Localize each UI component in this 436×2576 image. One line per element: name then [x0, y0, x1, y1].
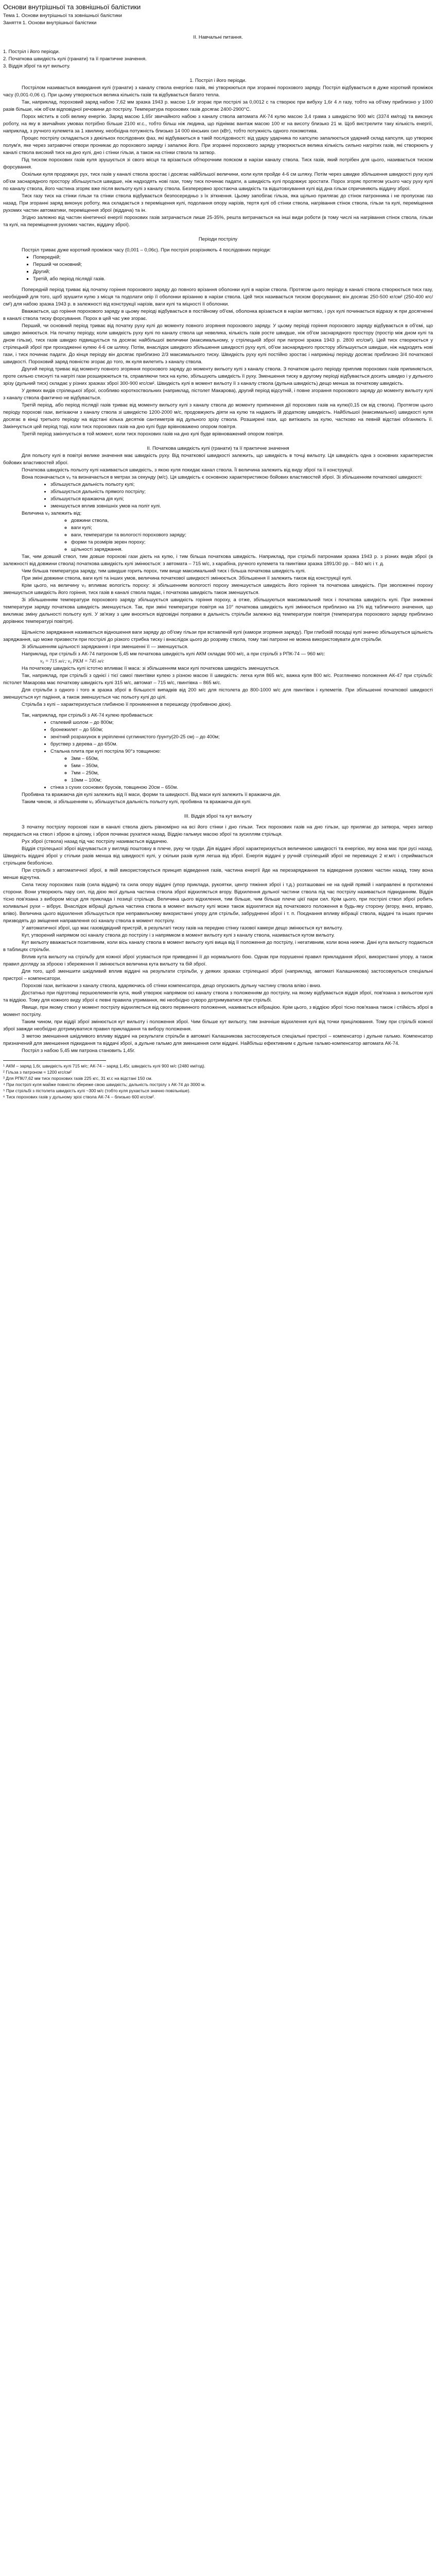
q2-paragraph: Зі збільшенням щільності заряджання і при зменшенні її — зменшується.: [22, 644, 188, 650]
example-formula: [3, 658, 433, 665]
list-item: ◦ 5мм – 350м,: [71, 762, 433, 770]
q1-paragraph: Процес пострілу складається з декількох послідовних фаз, які відбуваються в такій послідовності: від удару ударника по капсулю запалюється ударний склад капсуля, що утворює полум'я, яке через затравочні отвори проникає до порохового заряду і запалює його. При згоранні порохового заряду утворюється велика кількість сильно нагрітих газів, які створюють у каналі ствола високий тиск на дно кулі, дно і стінки гільзи, а також на стінки ствола та затвор.: [3, 135, 433, 156]
q3-paragraph: Явище, при якому ствол у момент пострілу відхиляється від свого первинного положення, називається вібрацією. Крім цього, з віддією зброї тісно пов'язана також і стійкість зброї в момент пострілу.: [3, 1005, 433, 1018]
periods-paragraph: Третій період закінчується в той момент, коли тиск порохових газів на дно кулі буде врівноважений опором повітря.: [22, 431, 284, 437]
list-item: • збільшується дальність прямого пострілу;: [50, 488, 433, 496]
footnote: ⁴ При пострілі куля майже повністю збереже свою швидкість; дальність пострілу з АК-74 до 3000 м.: [3, 1082, 206, 1087]
list-item: ▪ Попередній;: [33, 254, 433, 261]
list-item: • бронежилет – до 550м;: [50, 726, 433, 734]
list-item: ▪ Третій, або період післядії газів.: [33, 276, 433, 283]
list-item: ◦ 7мм – 250м,: [71, 770, 433, 777]
lesson-line: Заняття 1. Основи внутрішньої балістики: [3, 20, 97, 26]
q2-paragraph: Стрільба з кулі – характеризується глибиною її проникнення в перешкоду (пробивною дією).: [22, 702, 232, 707]
q2-paragraph: На початкову швидкість кулі істотно впливає її маса: зі збільшенням маси кулі початкова швидкість зменшується.: [22, 666, 280, 671]
q1-paragraph: Так, наприклад, пороховий заряд набою 7,62 мм зразка 1943 р. масою 1,6г згорає при пострілі за 0,0012 с та створює при вибуху 1,6г 4 л газу, тобто на об'єму приблизно у 1000 разів більше, ніж об'єм відповідної речовини до пострілу. Температура порохових газів досягає 2400-2900°С.: [3, 99, 433, 112]
q3-paragraph: Порохові гази, витікаючи з каналу ствола, вдаряючись об стінки компенсатора, дещо опускають дульну частину ствола вліво і вниз.: [22, 983, 322, 989]
list-item: • стінка з сухих соснових брусків, товщиною 20см – 650м.: [50, 784, 433, 791]
q2-paragraph: Таким чином, зі збільшенням v₀ збільшується дальність польоту кулі, пробивна та вражаюча дія кулі.: [22, 799, 252, 805]
q3-paragraph: При стрільбі з автоматичної зброї, в якій використовується принцип відведення газів, частина енергії йде на перезаряджання та відведення рухомих частин назад, тому вона менше відчутна.: [3, 868, 433, 880]
q3-heading: III. Віддія зброї та кут вильоту: [184, 814, 252, 819]
q2-paragraph: Вона позначається v₀ та визначається в метрах за секунду (м/с). Ця швидкість є основною характеристикою бойових властивостей зброї. Зі збільшенням початкової швидкості:: [22, 474, 423, 480]
footnote: ³ Для РПК/7,62 мм тиск порохових газів 225 кгс, 31 кг.с на відстані 150 см.: [3, 1076, 153, 1081]
velocity-formula: v₀ = 715 м/с; v₀ РКМ = 745 м/с: [40, 659, 104, 664]
toc-item-2: 2. Початкова швидкість кулі (гранати) та її практичне значення.: [3, 56, 147, 62]
q1-paragraph: Пострілом називається викидання кулі (гранати) з каналу ствола енергією газів, які утворюються при згоранні порохового заряду. Постріл відбувається в дуже короткий проміжок часу (0,001-0,06 с). При цьому утворюється велика кількість газів та відбувається багато тепла.: [3, 85, 433, 98]
list-item: ◦ 3мм – 650м,: [71, 755, 433, 762]
toc-item-1: 1. Постріл і його періоди.: [3, 49, 60, 55]
list-item: ◦ 10мм – 100м;: [71, 777, 433, 784]
q3-paragraph: Рух зброї (ствола) назад під час пострілу називається віддачею.: [22, 839, 168, 844]
q2-paragraph: Крім цього, на величину v₀ впливає вологість пороху: зі збільшенням вологості пороху зменшується швидкість його горіння та початкова швидкість. При зволоженні пороху зменшується швидкість його горіння, тиск газів в каналі ствола падає, і початкова швидкість також зменшується.: [3, 583, 433, 596]
brick-list: [3, 784, 433, 791]
q1-paragraph: Під тиском порохових газів куля зрушується зі свого місця та врізається обтюрочним пояском в нарізи каналу ствола. Тиск газів, який потрібен для цього, називається тиском форсування.: [3, 157, 433, 170]
q1-paragraph: Тиск газу тиск на стінки гільзи та стінки ствола відбувається безпосередньо з їх зіткнення. Цьому запобігає гільза, яка щільно прилягає до стінок патронника і не пропускає газ назад. При згоранні заряд виконує роботу, яка складається з переміщення кулі, подолання опору нарізів, тертя кулі об стінки ствола, нагрівання стінок ствола, гільзи та кулі, переміщення рухомих частин автоматики, переміщення зброї (віддача) та ін.: [3, 193, 433, 213]
q2-paragraph: Початкова швидкість польоту кулі називається швидкість, з якою куля покидає канал ствола. Її величина залежить від виду зброї та її конструкції.: [22, 467, 354, 473]
pierce-list: [3, 719, 433, 755]
q1-paragraph: Згідно залежно від частин кінетичної енергії порохових газів затрачається лише 25-35%, решта витрачається на інші види роботи (в тому числі на нагрівання стінок ствола, гільзи та кулі, на переміщення рухомих частин, віддачу зброї).: [3, 215, 433, 228]
list-item: • збільшується вражаюча дія кулі;: [50, 496, 433, 503]
q3-paragraph: Кут вильоту вважається позитивним, коли вісь каналу ствола в момент вильоту кулі вища від її положення до пострілу, і негативним, коли вона нижче. Дані кута вильоту подаються в таблицях стрільби.: [3, 940, 433, 953]
periods-paragraph: Третій період, або період післядії газів триває від моменту вильоту кулі з каналу ствола до моменту припинення дії порохових газів на кулю(0,15 см від ствола). Протягом цього періоду порохові гази, витікаючи з каналу ствола зі швидкістю 1200-2000 м/с, продовжують діяти на кулю та надають їй додаткову швидкість. Найбільшої (максимальної) швидкості куля досягає в кінці третього періоду на відстані кілька десятків сантиметрів від дульного зрізу ствола. Розширені гази, що витікають за кулю, частково на певній відстані обганяють її. Закінчується цей період тоді, коли тиск порохових газів на дно кулі буде врівноважено опором повітря.: [3, 402, 433, 430]
q1-heading: 1. Постріл і його періоди.: [189, 78, 247, 83]
periods-paragraph: Другий період триває від моменту повного згоряння порохового заряду до моменту вильоту кулі з каналу ствола. З початком цього періоду приплив порохових газів припиняється, проте сильно стиснуті та нагріті гази розширюються та, справляючи тиск на кулю, збільшують швидкість її руху. Зменшення тиску в другому періоді відбувається досить швидко і у дульного зрізу (дульний тиск) складає у різних зразках зброї 300-900 кгс/см². Швидкість кулі в момент вильоту її з каналу ствола (дульна швидкість) дещо менша за початкову швидкість.: [3, 366, 433, 386]
list-item: ▪ Другий;: [33, 268, 433, 276]
periods-paragraph: Вважається, що горіння порохового заряду в цьому періоді відбувається в постійному об'ємі, оболонка врізається в нарізи миттєво, і рух кулі починається відразу ж при досягненні в каналі ствола тиску форсування. Порох в цей час уже згорає.: [3, 309, 433, 321]
q3-paragraph: У автоматичної зброї, що має газовідвідний пристрій, в результаті тиску газів на передню стінку газової камери дещо змінюється кут вильоту.: [22, 925, 343, 931]
list-item: ◦ ваги кулі;: [71, 524, 433, 532]
list-item: • зменшується вплив зовнішніх умов на політ кулі.: [50, 503, 433, 510]
q3-paragraph: Вплив кута вильоту на стрільбу для кожної зброї усувається при приведенні її до нормального бою. Однак при порушенні правил прикладання зброї, використанні упору, а також правил догляду за зброєю і збереження її змінюється величина кута вильоту та бій зброї.: [3, 954, 433, 967]
footnote: ² Гільза з патроном ≈ 1200 кгс/см²: [3, 1070, 72, 1075]
q2-paragraph: Так, наприклад, при стрільбі з АК-74 кулею пробивається:: [22, 713, 153, 718]
q3-paragraph: Достатньо при підготовці першоелементів кута, який утворює напрямом осі каналу ствола з положенням до пострілу, на якому відбувається віддія зброї, пов'язана з вильотом кулі та віддією. Тому для кожного виду зброї є певні правила утримання, які необхідно суворо дотримуватися при стрільбі.: [3, 990, 433, 1003]
toc-heading: II. Навчальні питання.: [193, 35, 243, 40]
depends-list: [3, 517, 433, 553]
periods-paragraph: У деяких видів стрілецької зброї, особливо короткоствольних (наприклад, пістолет Макарова), другий період відсутній, і повне згорання порохового заряду до моменту вильоту кулі з каналу ствола фактично не відбувається.: [3, 388, 433, 401]
q1-paragraph: Оскільки куля продовжує рух, тиск газів у каналі ствола зростає і досягає найбільшої величини, коли куля пройде 4-6 см шляху. Потім через швидке збільшення швидкості руху кулі об'єм заснарядного простору збільшується швидше, ніж надходять нові гази, тому тиск починає падати, а швидкість кулі продовжує зростати. Порох згоряє протягом усього часу руху кулі по каналу ствола, його частина згоряє вже після вильоту кулі з каналу ствола. Безперервно зростаюча швидкість та відштовхування кулі від дна гільзи спричиняють віддачу зброї.: [3, 172, 433, 192]
toc-item-3: 3. Віддія зброї та кут вильоту.: [3, 63, 71, 69]
q2-paragraph: Щільністю заряджання називається відношення ваги заряду до об'єму гільзи при вставленій кулі (камори згоряння заряду). При глибокій посадці кулі значно збільшується щільність заряджання, що може призвести при пострілі до різкого стрибка тиску і внаслідок цього до розриву ствола, тому такі патрони не можна використовувати для стрільби.: [3, 630, 433, 642]
q2-paragraph: Зі збільшенням температури порохового заряду збільшується швидкість горіння пороху, а отже, збільшуються максимальний тиск і початкова швидкість кулі. При зниженні температури заряду початкова швидкість зменшується. Так, при зміні температури повітря на 10° початкова швидкість кулі змінюється приблизно на 1% від табличного значення, що викликає зміну дальності польоту кулі. У зв'язку з цим вносяться відповідні поправки в дальність стрільби залежно від температури повітря (температура порохового заряду приблизно дорівнює температурі повітря).: [3, 597, 433, 624]
list-item: ▪ Перший чи основний;: [33, 261, 433, 268]
q2-paragraph: При зміні довжини ствола, ваги кулі та інших умов, величина початкової швидкості змінюється. Збільшення її залежить також від конструкції кулі.: [22, 575, 352, 581]
periods-paragraph: Попередній період триває від початку горіння порохового заряду до повного врізання оболонки кулі в нарізи ствола. Протягом цього періоду в каналі ствола створюється тиск газу, необхідний для того, щоб зрушити кулю з місця та подолати опір її оболонки врізанню в нарізи ствола. Цей тиск називається тиском форсування; він досягає 250-500 кг/см² (250-400 кгс/см²) для набою зразка 1943 р. в залежності від конструкції нарізів, ваги кулі та міцності її оболонки.: [3, 287, 433, 307]
q3-paragraph: Сила тиску порохових газів (сила віддачі) та сила опору віддачі (упор приклада, рукоятки, центр тяжіння зброї і т.д.) розташовані не на одній прямій і направлені в протилежні сторони. Вони утворюють пару сил, під дією якої дульна частина ствола зброї відхиляється вгору. Відхилення дульної частини ствола під час пострілу називається підкиданням. Віддія тісно пов'язана з вибором місця для приклада і позиції стрільця. Величина цього відхилення, тим більше, чим більше плече цієї пари сил. Крім цього, при пострілі ствол зброї робить коливальні рухи – вібрує. Внаслідок вібрації дульна частина ствола в момент вильоту кулі може також відхилятися від початкового положення в будь-яку сторону (вгору, вниз, вправо, вліво). Величина цього відхилення збільшується при неправильному використанні упору для стрільби, забрудненні зброї і т. п. Поєднання впливу вібрації ствола, віддачі та інших причин призводять до зміщення направлення осі каналу ствола в момент пострілу.: [3, 882, 433, 924]
periods-list: [3, 254, 433, 283]
q3-paragraph: З метою зменшення шкідливого впливу віддачі на результати стрільби в автоматі Калашникова застосовуються спеціальні пристрої – компенсатор і дульне гальмо. Компенсатор призначений для зменшення підкидання та віддачі зброї, а дульне гальмо для зменшення сили віддачі. Найбільш ефективним є дульне гальмо-компенсатор автомата АК-74.: [3, 1033, 433, 1046]
q2-paragraph: Наприклад, при стрільбі з АК-74 патроном 5,45 мм початкова швидкість кулі АКМ складає 900 м/с, а при стрільбі з РПК-74 — 960 м/с:: [22, 651, 325, 657]
effects-list: [3, 481, 433, 510]
list-item: • збільшується дальність польоту кулі;: [50, 481, 433, 488]
list-item: ◦ ваги, температури та вологості порохового заряду;: [71, 532, 433, 539]
q2-paragraph: Так, чим довший ствол, тим довше порохові гази діють на кулю, і тим більша початкова швидкість. Наприклад, при стрільбі патронами зразка 1943 р. з різних видів зброї (в залежності від довжини ствола) початкова швидкість кулі змінюється: з автомата – 715 м/с, з карабіна, ручного кулемета та гвинтівки зразка 1891/30 рр. – 840 м/с і т. д.: [3, 554, 433, 567]
document: [0, 0, 436, 1112]
q3-paragraph: Таким чином, при віддії зброї змінюється кут вильоту і положення зброї. Чим більше кут вильоту, тим значніше відхилення кулі від точки прицілювання. Тому при стрільбі кожної зброї завжди необхідно дотримуватися правил прикладання та вибору положення.: [3, 1019, 433, 1032]
list-item: ◦ форми та розмірів зерен пороху;: [71, 539, 433, 546]
list-item: ◦ довжини ствола,: [71, 517, 433, 524]
periods-intro: Постріл триває дуже короткий проміжок часу (0,001 – 0,06с). При пострілі розрізняють 4 послідовних періоди:: [22, 247, 271, 253]
plates-list: [3, 755, 433, 784]
footnote: ⁵ При стрільбі з пістолета швидкість кулі ~300 м/с (тобто куля рухається значно повільніше).: [3, 1088, 191, 1093]
q3-paragraph: Віддія стрілецької зброї відчувається у вигляді поштовху в плече, руку чи груди. Дія віддачі зброї характеризується величиною швидкості та енергією, яку вона має при русі назад. Швидкість віддачі зброї у стільки разів менша від швидкості кулі, у скільки разів куля легша від зброї. Енергія віддачі у ручній стрілецькій зброї не перевищує 2 кг.м/с і сприймається стрільцем безболісно.: [3, 846, 433, 866]
q3-paragraph: Постріл з набою 5,45 мм патрона становить 1,45г.: [22, 1048, 135, 1054]
q3-paragraph: З початку пострілу порохові гази в каналі ствола діють рівномірно на всі його стінки і дно гільзи. Тиск порохових газів на дно гільзи, що прилягає до затвора, через затвор передається на ствол і зброю в цілому, і зброя починає рухатися назад. Віддію гальмує масою зброї та зусиллям стрільця.: [3, 824, 433, 837]
list-item: • Стальна плита при куті постріла 90°з товщиною:: [50, 748, 433, 755]
footnote: ¹ АКМ – заряд 1,6г, швидкість кулі 715 м/с; АК-74 – заряд 1,45г, швидкість кулі 900 м/с (2480 км/год).: [3, 1063, 206, 1069]
footnote-divider: [3, 1060, 106, 1061]
periods-heading: Періоди пострілу: [198, 236, 238, 242]
q2-paragraph: Так, наприклад, при стрільбі з однієї і тієї самої гвинтівки кулею з різною масою її швидкість: легка куля 865 м/с, важка куля 800 м/с. Розглянемо положення АК-47 при стрільбі: пістолет Макарова має початкову швидкість кулі 315 м/с, автомат – 715 м/с, гвинтівка – 865 м/с.: [3, 673, 433, 686]
q2-paragraph: Для стрільби з одного і того ж зразка зброї в більшості випадків від 200 м/с для пістолета до 800-1000 м/с для гвинтівок і кулеметів. При збільшенні початкової швидкості зменшується кут падіння, а також зменшується час польоту кулі до цілі.: [3, 687, 433, 700]
q3-paragraph: Кут, утворений напрямом осі каналу ствола до пострілу і з напрямком в момент вильоту кулі з каналу ствола, називається кутом вильоту.: [22, 933, 335, 938]
footnote: ⁶ Тиск порохових газів у дульному зрізі ствола АК-74 – близько 600 кгс/см².: [3, 1094, 155, 1099]
q2-paragraph: Пробивна та вражаюча дія кулі залежить від її маси, форми та швидкості. Від маси кулі залежить її вражаюча дія.: [22, 792, 281, 798]
q1-paragraph: Порох містить в собі велику енергію. Заряд масою 1,65г звичайного набою з каналу ствола автомата АК-74 кулю масою 3,4 грама з швидкістю 900 м/с (3374 км/год) та виконує роботу, на яку в звичайних умовах потрібно більше 2100 кг.с., тобто більш ніж людина, що піднімає вантаж масою 100 кг на висоту близько 21 м. Щоб вистрелити таку кількість енергії, наприклад, з ручного кулемета за 1 хвилину, необхідна потужність близько 14 000 кінських сил (кВт), тобто потужність одного локомотива.: [3, 114, 433, 134]
list-item: ◦ щільності заряджання.: [71, 546, 433, 553]
q2-paragraph: Для польоту кулі в повітрі велике значення має швидкість руху. Від початкової швидкості залежить, що швидкість в точці вильоту. Ця швидкість одна з основних характеристик бойових властивостей зброї.: [3, 453, 433, 466]
periods-paragraph: Перший, чи основний період триває від початку руху кулі до моменту повного згоряння порохового заряду. У цьому періоді горіння порохового заряду відбувається в об'ємі, що швидко змінюється. На початку періоду, коли швидкість руху кулі по каналу ствола ще невелика, кількість газів росте швидше, ніж об'єм заснарядного простору (простір між дном кулі та дном гільзи), тиск газів швидко підвищується та досягає найбільшої величини (максимальному, у стрілецькій зброї при патроні зразка 1943 р. 2800 кгс/см²). Цей тиск створюється у стрілецькій зброї при проходженні кулею 4-6 см шляху. Потім, внаслідок швидкого збільшення швидкості руху кулі, об'єм заснарядного простору збільшується швидше, ніж надходять нові гази, і тиск починає падати. До кінця періоду він досягає приблизно 2/3 максимального тиску. Швидкість руху кулі постійно зростає і наприкінці періоду досягає приблизно 3/4 початкової швидкості. Пороховий заряд повністю згорає до того, як куля вилетить з каналу ствола.: [3, 323, 433, 365]
list-item: • бруствер з дерева – до 650м.: [50, 741, 433, 748]
list-item: • сталевий шолом – до 800м;: [50, 719, 433, 726]
document-title: Основи внутрішньої та зовнішньої балістики: [3, 3, 141, 11]
q2-paragraph: Чим більша температура заряду, тим швидше горить порох, тим вище максимальний тиск і більша початкова швидкість кулі.: [22, 568, 306, 574]
depends-intro: Величина v₀ залежить від:: [22, 511, 82, 516]
topic-line: Тема 1. Основи внутрішньої та зовнішньої балістики: [3, 13, 122, 19]
q3-paragraph: Для того, щоб зменшити шкідливий вплив віддачі на результати стрільби, у деяких зразках стрілецької зброї (наприклад, автоматі Калашникова) застосовуються спеціальні пристрої – компенсатори.: [3, 969, 433, 981]
q2-heading: II. Початкова швидкість кулі (гранати) та її практичне значення: [147, 446, 289, 451]
list-item: • зенітний розрахунок в укріпленні суглинистого ґрунту(20-25 см) – до 400м;: [50, 734, 433, 741]
